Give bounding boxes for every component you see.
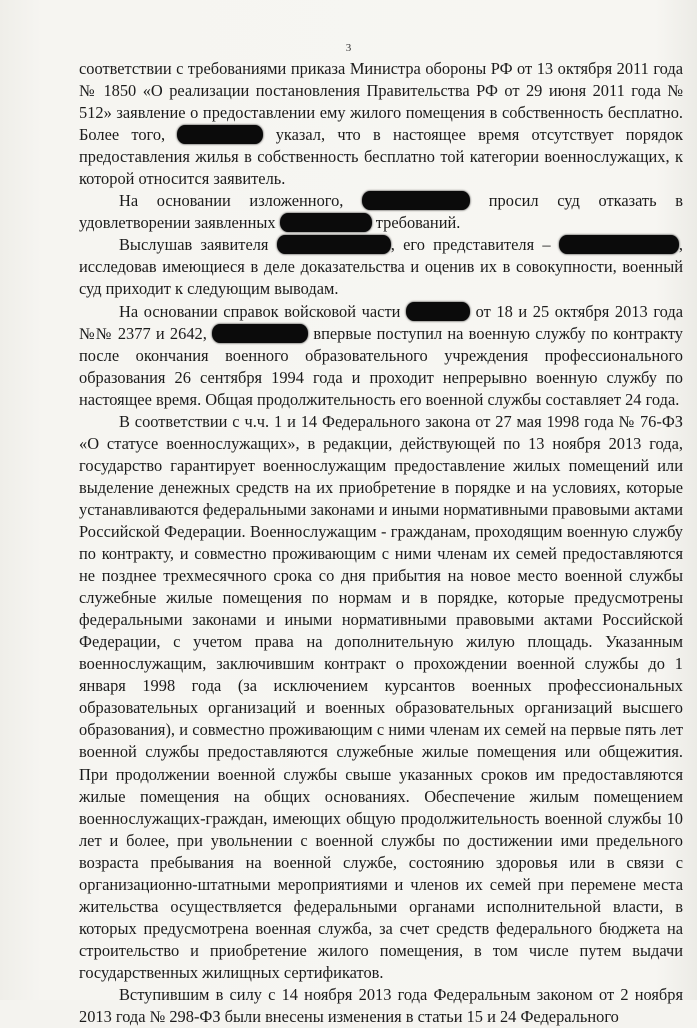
paragraph-text: На основании справок войсковой части <box>119 301 406 321</box>
paragraph-text: соответствии с требованиями приказа Министра обороны РФ от 13 октября 2011 года № 1850 «О реализации постановления Правительства РФ от 29 июня 2011 года № 512» заявление о предоставлении ему жилого помещения в собственность бесплатно. Более того, <box>79 59 683 145</box>
redaction-mark <box>277 235 391 254</box>
redaction-mark <box>559 235 679 254</box>
paragraph-text: требований. <box>371 213 461 233</box>
paragraph-text: Выслушав заявителя <box>119 235 277 255</box>
paragraph-text: от 18 и 25 октября 2013 года №№ 2377 и 2642, <box>79 301 683 343</box>
paragraph-text: В соответствии с ч.ч. 1 и 14 Федерального закона от 27 мая 1998 года № 76-ФЗ «О статусе военнослужащих», в редакции, действующей по 13 ноября 2013 года, государство гарантирует военнослужащим предоставление жилых помещений или выделение денежных средств на их приобретение в порядке и на условиях, которые устанавливаются федеральными законами и иными нормативными правовыми актами Российской Федерации. Военнослужащим - гражданам, проходящим военную службу по контракту, и совместно проживающим с ними членам их семей предоставляются не позднее трехмесячного срока со дня прибытия на новое место военной службы служебные жилые помещения по нормам и в порядке, которые предусмотрены федеральными законами и иными нормативными правовыми актами Российской Федерации, с учетом права на дополнительную жилую площадь. Указанным военнослужащим, заключившим контракт о прохождении военной службы до 1 января 1998 года (за исключением курсантов военных профессиональных образовательных организаций и военных образовательных организаций высшего образования), и совместно проживающим с ними членам их семей на первые пять лет военной службы предоставляются служебные жилые помещения или общежития. При продолжении военной службы свыше указанных сроков им предоставляются жилые помещения на общих основаниях. Обеспечение жилым помещением военнослужащих-граждан, имеющих общую продолжительность военной службы 10 лет и более, при увольнении с военной службы по достижении ими предельного возраста пребывания на военной службе, состоянию здоровья или в связи с организационно-штатными мероприятиями и членов их семей при перемене места жительства осуществляется федеральными органами исполнительной власти, в которых предусмотрена военная служба, за счет средств федерального бюджета на строительство и приобретение жилого помещения, в том числе путем выдачи государственных жилищных сертификатов. <box>79 411 683 982</box>
paragraph-text: впервые поступил на военную службу по контракту после окончания военного образовательного учреждения профессионального образования 26 сентября 1994 года и проходит непрерывно военную службу по настоящее время. Общая продолжительность его военной службы составляет 24 года. <box>79 323 683 409</box>
document-body <box>79 58 683 1028</box>
paragraph-text: , исследовав имеющиеся в деле доказательства и оценив их в совокупности, военный суд приходит к следующим выводам. <box>79 235 683 299</box>
paragraph-p3 <box>79 234 683 300</box>
redaction-mark <box>362 191 470 210</box>
redaction-mark <box>280 213 372 232</box>
paragraph-p5 <box>79 411 683 984</box>
paragraph-text: , его представителя – <box>390 235 559 255</box>
paragraph-p4 <box>79 301 683 411</box>
redaction-mark <box>212 324 308 343</box>
paragraph-p2 <box>79 190 683 234</box>
paragraph-p1 <box>79 58 683 190</box>
paragraph-text: На основании изложенного, <box>119 191 363 211</box>
redaction-mark <box>406 302 470 321</box>
paragraph-text: просил суд отказать в удовлетворении заявленных <box>79 191 683 233</box>
paragraph-text: указал, что в настоящее время отсутствует порядок предоставления жилья в собственность бесплатно той категории военнослужащих, к которой относится заявитель. <box>79 125 683 189</box>
page-number: 3 <box>345 42 352 54</box>
paragraph-p6 <box>79 984 683 1028</box>
paragraph-text: Вступившим в силу с 14 ноября 2013 года Федеральным законом от 2 ноября 2013 года № 298-ФЗ были внесены изменения в статьи 15 и 24 Федерального <box>79 984 683 1027</box>
redaction-mark <box>177 125 263 144</box>
